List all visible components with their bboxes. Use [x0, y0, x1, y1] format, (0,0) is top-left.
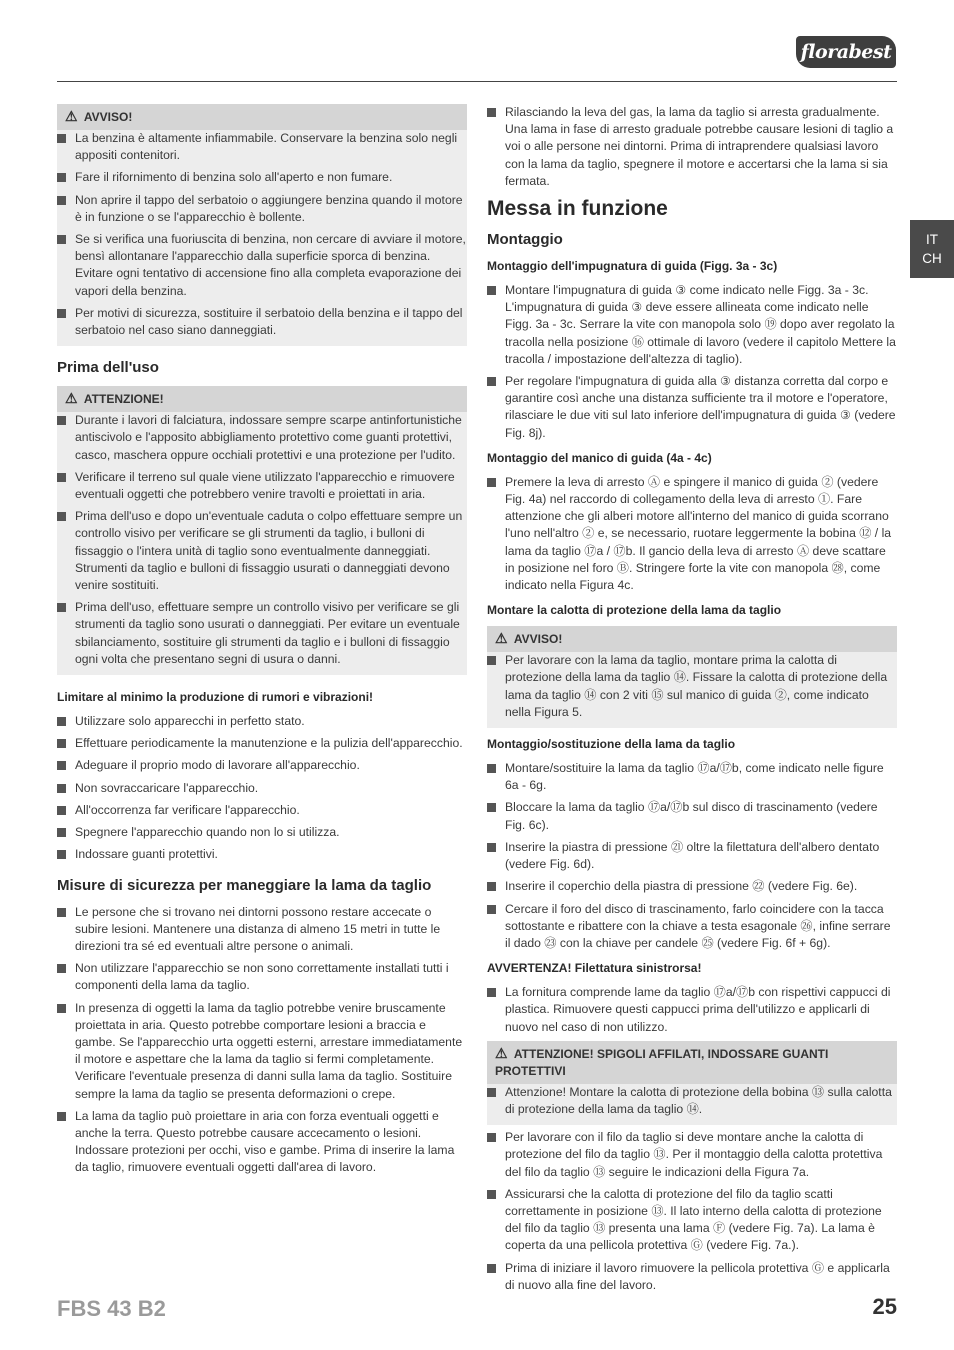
list-item: Attenzione! Montare la calotta di protezione della bobina ⑬ sulla calotta di protezione della lama da taglio ⑭. [487, 1084, 897, 1118]
list-item: Le persone che si trovano nei dintorni possono restare accecate o subire lesioni. Mantenere una distanza di almeno 15 metri in tutte le direzioni tra sé ed eventuali altre persone o animali. [57, 904, 467, 956]
subsection-heading: Montaggio del manico di guida (4a - 4c) [487, 450, 712, 465]
list-item: Prima dell'uso, effettuare sempre un controllo visivo per verificare se gli strumenti da taglio sono usurati o danneggiati. Per evitare un eventuale sbilanciamento, sostituire gli strumenti da taglio e i bulloni di fissaggio ogni volta che presentano segni di usura o danni. [57, 599, 467, 668]
warning-icon: ⚠ [495, 630, 508, 647]
list-item: Se si verifica una fuoriuscita di benzina, non cercare di avviare il motore, bensì allontanare l'apparecchio dalla superficie sporca di benzina. Evitare ogni tentativo di accensione fino alla completa evaporazione dei vapori della benzina. [57, 231, 467, 300]
list-item: Prima dell'uso e dopo un'eventuale caduta o colpo effettuare sempre un controllo visivo per verificare se gli strumenti da taglio, i bulloni di fissaggio o l'intera unità di taglio sono eventualmente danneggiati. Strumenti da taglio e bulloni di fissaggio usurati o danneggiati devono venire sostituiti. [57, 508, 467, 594]
list-item: Per lavorare con il filo da taglio si deve montare anche la calotta di protezione del filo da taglio ⑬. Per il montaggio della calotta protettiva del filo da taglio ⑬ seguire le indicazioni della Figura 7a. [487, 1129, 897, 1181]
intro-list [487, 104, 897, 190]
subsection-heading: Montaggio/sostituzione della lama da taglio [487, 737, 736, 752]
spigoli-box [487, 1041, 897, 1125]
model-name: FBS 43 B2 [57, 1296, 166, 1321]
avviso-box [57, 104, 467, 346]
country-code: CH [922, 251, 942, 266]
right-column [487, 104, 897, 1299]
language-tab [910, 220, 954, 278]
list-item: Per lavorare con la lama da taglio, montare prima la calotta di protezione della lama da taglio ⑭. Fissare la calotta di protezione della lama da taglio ⑭ con 2 viti ⑮ sul manico di guida ②, come indicato nella Figura 5. [487, 652, 897, 721]
list-item: Cercare il foro del disco di trascinamento, farlo coincidere con la tacca sottostante e ribattere con la chiave a testa esagonale ㉖, infine serrare il dado ㉓ con la chiave per candele ㉕ (vedere Fig. 6f + 6g). [487, 901, 897, 953]
sostituzione-list [487, 760, 897, 952]
list-item: Montare/sostituire la lama da taglio ⑰a/⑰b, come indicato nelle figure 6a - 6g. [487, 760, 897, 794]
list-item: Non aprire il tappo del serbatoio o aggiungere benzina quando il motore è in funzione o se l'apparecchio è bollente. [57, 192, 467, 226]
list-item: La lama da taglio può proiettare in aria con forza eventuali oggetti e anche la terra. Questo potrebbe causare accecamento o lesioni. Indossare protezioni per occhi, viso e gambe. Prima di inserire la lama da taglio, rimuovere eventuali oggetti dall'area di lavoro. [57, 1108, 467, 1177]
header-rule [57, 81, 897, 82]
language-code: IT [926, 232, 938, 247]
section-heading: Misure di sicurezza per maneggiare la lama da taglio [57, 876, 432, 894]
list-item: Per regolare l'impugnatura di guida alla ③ distanza corretta dal corpo e garantire così anche una distanza sufficiente tra il motore e l'operatore, rilasciare le due viti sul lato inferiore dell'impugnatura di guida ③ (vedere Fig. 8j). [487, 373, 897, 442]
list-item: Indossare guanti protettivi. [57, 846, 467, 863]
list-item: La fornitura comprende lame da taglio ⑰a/⑰b con rispettivi cappucci di plastica. Rimuovere questi cappucci prima dell'utilizzo e applicarli di nuovo nel caso di non utilizzo. [487, 984, 897, 1036]
list-item: Verificare il terreno sul quale viene utilizzato l'apparecchio e rimuovere eventuali oggetti che potrebbero venire travolti e proiettati in aria. [57, 469, 467, 503]
left-column [57, 104, 467, 1182]
warning-icon: ⚠ [495, 1044, 508, 1061]
subsection-heading: Montare la calotta di protezione della lama da taglio [487, 603, 782, 618]
list-item: Bloccare la lama da taglio ⑰a/⑰b sul disco di trascinamento (vedere Fig. 6c). [487, 799, 897, 833]
avvertenza-list [487, 984, 897, 1036]
attenzione-list [57, 412, 467, 668]
avviso2-list [487, 652, 897, 721]
section-heading: Prima dell'uso [57, 359, 159, 377]
final-list [487, 1129, 897, 1294]
brand-logo: florabest [796, 36, 896, 68]
page-number: 25 [872, 1294, 897, 1319]
avviso-box-title: ⚠ AVVISO! [57, 104, 467, 130]
list-item: Montare l'impugnatura di guida ③ come indicato nelle Figg. 3a - 3c. L'impugnatura di guida ③ deve essere allineata come indicato nelle Figg. 3a - 3c. Serrare la vite con manopola solo ⑲ dopo aver regolato la tracolla nella posizione ⑯ ottimale di lavoro (vedere il capitolo Mettere la tracolla / impostazione dell'altezza di taglio). [487, 282, 897, 368]
list-item: Spegnere l'apparecchio quando non lo si utilizza. [57, 824, 467, 841]
subsection-heading: Montaggio dell'impugnatura di guida (Figg. 3a - 3c) [487, 259, 778, 274]
impugnatura-list [487, 282, 897, 442]
attenzione-box [57, 386, 467, 675]
subsection-heading: AVVERTENZA! Filettatura sinistrorsa! [487, 961, 702, 976]
warning-icon: ⚠ [65, 390, 78, 407]
list-item: Per motivi di sicurezza, sostituire il serbatoio della benzina e il tappo del serbatoio nel caso siano danneggiati. [57, 305, 467, 339]
subsection-heading: Limitare al minimo la produzione di rumori e vibrazioni! [57, 690, 374, 705]
list-item: Fare il rifornimento di benzina solo all'aperto e non fumare. [57, 169, 467, 186]
avviso-list [57, 130, 467, 339]
list-item: Effettuare periodicamente la manutenzione e la pulizia dell'apparecchio. [57, 735, 467, 752]
attenzione-box-title: ⚠ ATTENZIONE! [57, 386, 467, 412]
list-item: Durante i lavori di falciatura, indossare sempre scarpe antinfortunistiche antiscivolo e l'apposito abbigliamento protettivo come guanti protettivi, casco, maschera oppure occhiali protettivi e una protezione per l'udito. [57, 412, 467, 464]
list-item: In presenza di oggetti la lama da taglio potrebbe venire bruscamente proiettata in aria. Questo potrebbe comportare lesioni a braccia e gambe. Se l'apparecchio urta oggetti esterni, arrestare immediatamente il motore e aspettare che la lama da taglio si fermi completamente. Verificare l'eventuale presenza di danni sulla lama da taglio. Sostituire sempre la lama da taglio se presenta deformazioni o crepe. [57, 1000, 467, 1103]
list-item: Inserire la piastra di pressione ㉑ oltre la filettatura dell'albero dentato (vedere Fig. 6d). [487, 839, 897, 873]
list-item: Rilasciando la leva del gas, la lama da taglio si arresta gradualmente. Una lama in fase di arresto graduale potrebbe causare lesioni di taglio a voi o alle persone nei dintorni. Prima di intraprendere qualsiasi lavoro con la lama da taglio, spegnere il motore e accertarsi che la lama si sia fermata. [487, 104, 897, 190]
misure-list [57, 904, 467, 1177]
list-item: Utilizzare solo apparecchi in perfetto stato. [57, 713, 467, 730]
list-item: La benzina è altamente infiammabile. Conservare la benzina solo negli appositi contenitori. [57, 130, 467, 164]
list-item: Assicurarsi che la calotta di protezione del filo da taglio scatti correttamente in posizione ⑬. Il lato interno della calotta di protezione del filo da taglio ⑬ presenta una lama Ⓕ (vedere Fig. 7a). La lama è coperta da una pellicola protettiva Ⓖ (vedere Fig. 7a.). [487, 1186, 897, 1255]
section-heading: Montaggio [487, 231, 563, 249]
list-item: Premere la leva di arresto Ⓐ e spingere il manico di guida ② (vedere Fig. 4a) nel raccordo di collegamento della leva di arresto ①. Fare attenzione che gli alberi motore all'interno del manico di guida scorrano l'uno nell'altro ② e, se necessario, ruotare leggermente la bobina ⑫ / la lama da taglio ⑰a / ⑰b. Il gancio della leva di arresto Ⓐ deve scattare in posizione nel foro Ⓑ. Stringere forte la vite con manopola ㉘, come indicato nella Figura 4c. [487, 474, 897, 594]
list-item: Non utilizzare l'apparecchio se non sono correttamente installati tutti i componenti della lama da taglio. [57, 960, 467, 994]
list-item: Inserire il coperchio della piastra di pressione ㉒ (vedere Fig. 6e). [487, 878, 897, 895]
chapter-title: Messa in funzione [487, 197, 668, 221]
rumori-list [57, 713, 467, 863]
spigoli-list [487, 1084, 897, 1118]
avviso-box-title: ⚠ AVVISO! [487, 626, 897, 652]
list-item: Adeguare il proprio modo di lavorare all'apparecchio. [57, 757, 467, 774]
list-item: Non sovraccaricare l'apparecchio. [57, 780, 467, 797]
list-item: Prima di iniziare il lavoro rimuovere la pellicola protettiva Ⓖ e applicarla di nuovo alla fine del lavoro. [487, 1260, 897, 1294]
list-item: All'occorrenza far verificare l'apparecchio. [57, 802, 467, 819]
avviso-box-2 [487, 626, 897, 728]
spigoli-box-title: ⚠ ATTENZIONE! SPIGOLI AFFILATI, INDOSSARE GUANTI PROTETTIVI [487, 1041, 897, 1084]
manico-list [487, 474, 897, 594]
warning-icon: ⚠ [65, 108, 78, 124]
